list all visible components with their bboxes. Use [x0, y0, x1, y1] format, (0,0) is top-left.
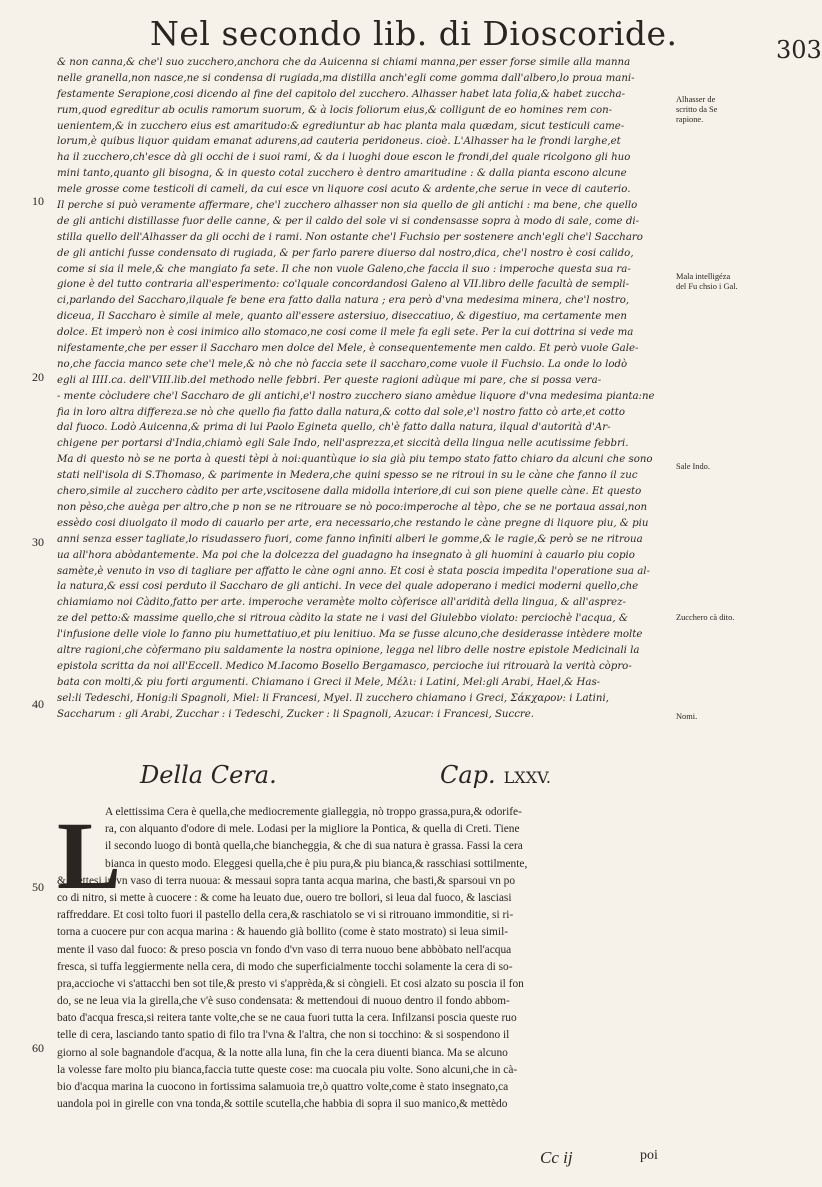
line-number: 40 [32, 697, 44, 711]
text-line: do, se ne leua via la girella,che v'è suso condensata: & mettendoui di nuouo dentro il fondo abbom- [57, 995, 510, 1008]
margin-note: Zucchero cà dito. [676, 613, 735, 622]
text-line: raffreddare. Et cosi tolto fuori il pastello della cera,& raschiatolo se vi si ritrouano immonditie, si ri- [57, 909, 514, 922]
text-line: non pèso,che auèga per altro,che p non se ne ritrouare se nò poco:imperoche al tèpo, che se ne portaua assai,non [57, 501, 648, 513]
text-line: telle di cera, lasciando tanto spatio di filo tra l'vna & l'altra, che non si tocchino: & si sospendono il [57, 1029, 510, 1042]
text-line: l'infusione delle viole lo fanno piu humettatiuo,et piu lenitiuo. Ma se fusse alcuno,che desiderasse intèdere molte [57, 629, 643, 641]
text-line: la natura,& essi cosi perduto il Saccharo de gli antichi. In vece del quale adoperano i medici moderni quello,che [57, 581, 639, 593]
text-line: come si sia il mele,& che mangiato fa sete. Il che non vuole Galeno,che faccia il suo : imperoche questa sua ra- [57, 263, 631, 275]
chapter-title: Della Cera. [140, 761, 277, 789]
text-line: gione è del tutto contraria all'esperimento: co'lquale concordandosi Galeno al VII.libro delle facultà de sempli- [57, 279, 630, 291]
line-number: 30 [32, 535, 44, 549]
text-line: rum,quod egreditur ab oculis ramorum suorum, & à locis foliorum eius,& colligunt de eo homines rem con- [57, 104, 613, 116]
text-line: chiamiamo noi Càdito,fatto per arte. imperoche veramète molto còferisce all'aridità della lingua, & all'asprez- [57, 597, 626, 609]
text-line: egli al IIII.ca. dell'VIII.lib.del methodo nelle febbri. Per queste ragioni adùque mi pare, che si possa vera- [57, 374, 602, 386]
text-line: no,che faccia manco sete che'l mele,& nò che nò faccia sete il saccharo,come vuole il Fuchsio. La onde lo lodò [57, 358, 628, 370]
text-line: nifestamente,che per esser il Saccharo men dolce del Mele, è consequentemente men caldo. Et però vuole Gale- [57, 343, 639, 355]
text-line: anni senza esser tagliate,lo risudassero fuori, come fanno infiniti alberi le gomme,& le ragie,& però se ne ritroua [57, 533, 643, 545]
text-line: & mettesi in vn vaso di terra nuoua: & messaui sopra tanta acqua marina, che basti,& sparsoui vn po [57, 874, 516, 887]
text-line: ha il zucchero,ch'esce dà gli occhi de i suoi rami, & da i luoghi doue escon le frondi,del quale ricolgono gli huo [57, 152, 631, 164]
text-line: uandola poi in girelle con vna tonda,& sottile scutella,che habbia di sopra il suo manico,& mettèdo [57, 1098, 508, 1111]
line-number: 10 [32, 194, 44, 208]
margin-note: Mala intelligéza del Fu chsio i Gal. [676, 272, 738, 291]
text-line: torna a cuocere pur con acqua marina : & hauendo già bollito (come è stato mostrato) si leua simil- [57, 926, 509, 939]
text-line: sel:li Tedeschi, Honig:li Spagnoli, Miel: li Francesi, Myel. Il zucchero chiamano i Greci, Σάκχαρον: i Latini, [57, 692, 609, 704]
line-number: 50 [32, 880, 44, 894]
text-line: fia in loro altra differeza.se nò che quello fia fatto dalla natura,& cotto dal sole,e'l nostro fatto cò arte,et cotto [57, 406, 625, 418]
chapter-roman-numeral: LXXV. [503, 768, 551, 787]
text-line: stati nell'isola di S.Thomaso, & parimente in Medera,che quini spesso se ne ritroui in su le càne che fanno il zuc [57, 470, 638, 482]
text-line: Ma di questo nò se ne porta à questi tèpi à noi:quantùque io sia già piu tempo stato fatto chiaro da alcuni che sono [57, 454, 653, 466]
chapter-label: Cap. [440, 761, 496, 789]
running-title: Nel secondo lib. di Dioscoride. [150, 14, 678, 53]
text-line: Il perche si può veramente affermare, che'l zucchero alhasser non sia quello de gli antichi : ma bene, che quello [57, 200, 638, 212]
text-line: chigene per portarsi d'India,chiamò egli Sale Indo, nell'asprezza,et siccità della lingua nelle acutissime febbri. [57, 438, 629, 450]
line-number: 60 [32, 1041, 44, 1055]
text-line: la volesse fare molto piu bianca,faccia tutte queste cose: ma cuocala piu volte. Sono alcuni,che in cà- [57, 1063, 518, 1076]
drop-capital: L [57, 802, 122, 909]
signature-mark: Cc ij [540, 1148, 573, 1167]
margin-note: Sale Indo. [676, 462, 710, 471]
text-line: il secondo luogo di bontà quella,che biancheggia, & che di sua natura è grassa. Fassi la cera [105, 840, 523, 853]
commentary-text [57, 57, 670, 724]
text-line: essèdo cosi diuolgato il modo di cauarlo per arte, era necessario,che restando le càne pregne di liquore piu, & piu [57, 517, 649, 529]
text-line: co di nitro, si mette à cuocere : & come ha leuato due, ouero tre bollori, si leua dal fuoco, & lasciasi [57, 891, 512, 904]
text-line: dolce. Et imperò non è cosi inimico allo stomaco,ne cosi come il mele fa egli sete. Per la cui dottrina si vede ma [57, 327, 634, 339]
text-line: mente il vaso dal fuoco: & preso poscia vn fondo d'vn vaso di terra nuouo bene abbòbato nell'acqua [57, 943, 512, 956]
text-line: altre ragioni,che còfermano piu saldamente la nostra opinione, legga nel libro delle nostre epistole Medicinali la [57, 644, 640, 656]
text-line: A elettissima Cera è quella,che mediocremente gialleggia, nò troppo grassa,pura,& odorife- [105, 806, 522, 818]
margin-note: Alhasser de scritto da Se rapione. [676, 95, 718, 124]
text-line: de gli antichi distillasse fuor delle canne, & per il caldo del sole vi si condensasse sopra à modo di sale, come di- [57, 215, 640, 227]
catchword: poi [640, 1148, 658, 1163]
text-line: bio d'acqua marina la cuocono in fortissima salamuoia tre,ò quattro volte,come è stato insegnato,ca [57, 1081, 509, 1093]
text-line: giorno al sole bagnandole d'acqua, & la notte alla luna, fin che la cera diuenti bianca. Ma se alcuno [57, 1046, 508, 1059]
text-line: samète,è venuto in vso di tagliare per affatto le càne ogni anno. Et cosi è stata poscia impedita l'operatione sua al- [57, 565, 650, 577]
text-line: bata con molti,& piu forti argumenti. Chiamano i Greci il Mele, Μέλι: i Latini, Mel:gli Arabi, Hael,& Has- [57, 676, 601, 688]
text-line: mini tanto,quanto gli bisogna, & in questo cotal zucchero è dentro amaritudine : & dalla pianta escono alcune [57, 168, 627, 180]
text-line: - mente còcludere che'l Saccharo de gli antichi,e'l nostro zucchero siano amèdue liquore d'vna medesima pianta:ne [57, 390, 655, 402]
text-line: fresca, si tuffa leggiermente nella cera, di modo che superficialmente tocchi solamente la cera di so- [57, 960, 513, 973]
chapter-body-text [57, 802, 677, 1115]
text-line: ua all'hora abòdantemente. Ma poi che la dolcezza del guadagno ha insegnato à gli huomini à cauarlo piu copio [57, 549, 635, 561]
text-line: bianca in questo modo. Eleggesi quella,che è piu pura,& piu bianca,& rasschiasi sottilmente, [105, 857, 528, 870]
text-line: ze del petto:& massime quello,che si ritroua càdito la state ne i vasi del Giulebbo violato: perciochè l'acqua, & [57, 613, 628, 625]
chapter-heading [140, 761, 660, 795]
text-line: nelle granella,non nasce,ne si condensa di rugiada,ma distilla anch'egli come gomma dall'albero,lo proua mani- [57, 72, 635, 84]
text-line: festamente Serapione,cosi dicendo al fine del capitolo del zucchero. Alhasser habet lata folia,& habet zuccha- [57, 88, 626, 100]
line-number: 20 [32, 370, 44, 384]
text-line: diceua, Il Saccharo è simile al mele, quanto all'essere astersiuo, diseccatiuo, & digestiuo, ma certamente men [57, 311, 627, 323]
text-line: dal fuoco. Lodò Auicenna,& prima di lui Paolo Egineta quello, ch'è fatto dalla natura, ilqual d'autorità d'Ar- [57, 422, 611, 434]
text-line: lorum,è quibus liquor quidam emanat adurens,ad cauteria peridoneus. cioè. L'Alhasser ha le frondi larghe,et [57, 136, 621, 148]
text-line: ra, con alquanto d'odore di mele. Lodasi per la migliore la Pontica, & quella di Creti. Tiene [105, 823, 520, 836]
text-line: epistola scritta da noi all'Eccell. Medico M.Iacomo Bosello Bergamasco, percioche iui ritrouarà la verità còpro- [57, 660, 632, 672]
text-line: & non canna,& che'l suo zucchero,anchora che da Auicenna si chiami manna,per esser forse simile alla manna [57, 57, 631, 68]
text-line: ci,parlando del Saccharo,ilquale fe bene era fatto dalla natura ; era però d'vna medesima minera, che'l nostro, [57, 295, 630, 307]
chapter-number [440, 761, 551, 789]
text-line: uenientem,& in zucchero eius est amaritudo:& egrediuntur ab hac planta mala quædam, sicut testiculi came- [57, 120, 625, 132]
text-line: mele grosse come testicoli di cameli, da cui esce vn liquore cosi acuto & ardente,che serue in vece di cauterio. [57, 184, 631, 196]
text-line: stilla quello dell'Alhasser da gli occhi de i rami. Non ostante che'l Fuchsio per sostenere anch'egli che'l Saccharo [57, 231, 643, 243]
text-line: pra,accioche vi s'attacchi ben sot tile,& presto vi s'apprèda,& si còngieli. Et cosi alzato su poscia il fon [57, 977, 524, 990]
text-line: Saccharum : gli Arabi, Zucchar : i Tedeschi, Zucker : li Spagnoli, Azucar: i Francesi, Succre. [57, 708, 535, 720]
text-line: chero,simile al zucchero càdito per arte,vscitosene dalla midolla interiore,di cui son piene quelle càne. Et questo [57, 486, 642, 498]
text-line: bato d'acqua fresca,si reitera tante volte,che se ne caua fuori tutta la cera. Infilzansi poscia queste ruo [57, 1012, 517, 1025]
text-line: de gli antichi fusse condensato di rugiada, & per farlo parere diuerso dal nostro,dica, che'l nostro è cosi calido, [57, 247, 634, 259]
folio-number: 303 [776, 36, 822, 64]
margin-note: Nomi. [676, 712, 698, 721]
